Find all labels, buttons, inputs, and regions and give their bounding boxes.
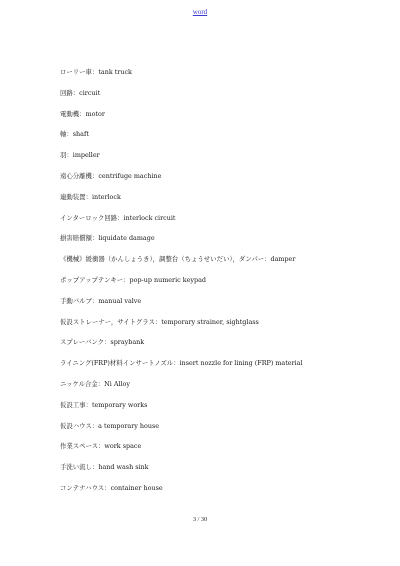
- entry-translation: temporary works: [91, 400, 148, 409]
- entry-separator: ：: [91, 296, 99, 305]
- entry-separator: ：: [91, 463, 99, 472]
- entry-term: 羽: [60, 151, 67, 160]
- entry-term: ローリー車: [60, 68, 92, 76]
- entry-separator: ：: [98, 442, 105, 451]
- glossary-entry: [60, 208, 390, 229]
- entry-separator: ：: [123, 275, 130, 284]
- entry-separator: ：: [104, 338, 111, 347]
- entry-translation: centrifuge machine: [98, 171, 162, 180]
- entry-term: ニッケル合金: [60, 379, 98, 388]
- entry-term: 連動装置: [60, 192, 86, 201]
- entry-separator: ：: [72, 88, 80, 97]
- entry-translation: interlock circuit: [123, 213, 176, 222]
- glossary-entry: [60, 83, 390, 104]
- entry-translation: hand wash sink: [98, 463, 149, 472]
- glossary-entry: [60, 228, 390, 249]
- glossary-entry: [60, 374, 390, 395]
- entry-term: 仮設工事: [60, 400, 86, 409]
- entry-term: 仮設ストレーナー，サイトグラス: [60, 317, 155, 326]
- entry-translation: Ni Alloy: [104, 379, 130, 388]
- glossary-entry: [60, 104, 390, 125]
- entry-separator: ：: [85, 192, 92, 201]
- entry-translation: manual valve: [98, 296, 142, 305]
- entry-term: 損害賠償額: [60, 234, 92, 243]
- entry-translation: insert nozzle for lining (FRP) material: [179, 359, 303, 368]
- entry-translation: interlock: [91, 192, 121, 201]
- entry-term: コンテナハウス: [60, 483, 105, 492]
- entry-translation: motor: [85, 109, 105, 118]
- glossary-entry: [60, 249, 390, 270]
- page-number: 3 / 30: [192, 516, 208, 523]
- entry-term: ポップアップテンキー: [60, 275, 124, 284]
- glossary-entry: [60, 416, 390, 437]
- entry-translation: a temporary house: [98, 421, 160, 430]
- entry-term: ライニング(FRP)材料インサートノズル: [60, 359, 174, 368]
- entry-term: 《機械》緩衝器（かんしょうき），調整台（ちょうせいだい），ダンパー: [60, 255, 265, 264]
- entry-term: 手動バルブ: [60, 296, 92, 305]
- glossary-entry: [60, 62, 390, 83]
- entry-term: 作業スペース: [60, 442, 99, 451]
- entry-translation: work space: [104, 442, 142, 451]
- glossary-entry: [60, 124, 390, 145]
- entry-separator: ：: [91, 68, 99, 76]
- entry-translation: circuit: [79, 88, 101, 97]
- glossary-entry: [60, 478, 390, 499]
- entry-translation: pop-up numeric keypad: [129, 275, 206, 284]
- entry-term: 回路: [60, 88, 73, 97]
- entry-separator: ：: [264, 255, 271, 264]
- glossary-entry: [60, 353, 390, 374]
- entry-separator: ：: [85, 400, 92, 409]
- glossary-entry: [60, 395, 390, 416]
- glossary-entry: [60, 145, 390, 166]
- glossary-entry: [60, 332, 390, 353]
- entry-term: 仮設ハウス: [60, 421, 92, 430]
- entry-term: 軸: [60, 130, 67, 139]
- glossary-entry: [60, 312, 390, 333]
- entry-separator: ：: [173, 359, 180, 368]
- entry-term: スプレーバンク: [60, 338, 105, 347]
- glossary-entry: [60, 270, 390, 291]
- entry-term: 手洗い流し: [60, 463, 92, 472]
- entry-separator: ：: [91, 171, 99, 180]
- glossary-entry: [60, 291, 390, 312]
- glossary-list: [60, 62, 390, 499]
- entry-separator: ：: [66, 151, 73, 160]
- entry-separator: ：: [104, 483, 111, 492]
- entry-separator: ：: [117, 213, 124, 222]
- entry-translation: spraybank: [110, 338, 145, 347]
- entry-term: インターロック回路: [60, 213, 118, 222]
- glossary-entry: [60, 166, 390, 187]
- entry-separator: ：: [97, 379, 105, 388]
- entry-translation: damper: [270, 255, 296, 264]
- entry-separator: ：: [91, 421, 99, 430]
- entry-translation: shaft: [72, 130, 89, 139]
- glossary-entry: [60, 436, 390, 457]
- entry-translation: temporary strainer, sightglass: [161, 317, 259, 326]
- glossary-entry: [60, 457, 390, 478]
- glossary-entry: [60, 187, 390, 208]
- header-word-link[interactable]: word: [192, 8, 208, 16]
- entry-term: 電動機: [60, 109, 80, 118]
- entry-separator: ：: [66, 130, 73, 139]
- entry-translation: tank truck: [98, 68, 132, 76]
- entry-separator: ：: [79, 109, 86, 118]
- entry-separator: ：: [91, 234, 99, 243]
- entry-term: 遠心分離機: [60, 171, 92, 180]
- entry-translation: container house: [110, 483, 163, 492]
- entry-translation: impeller: [72, 151, 100, 160]
- entry-translation: liquidate damage: [98, 234, 155, 243]
- entry-separator: ：: [154, 317, 162, 326]
